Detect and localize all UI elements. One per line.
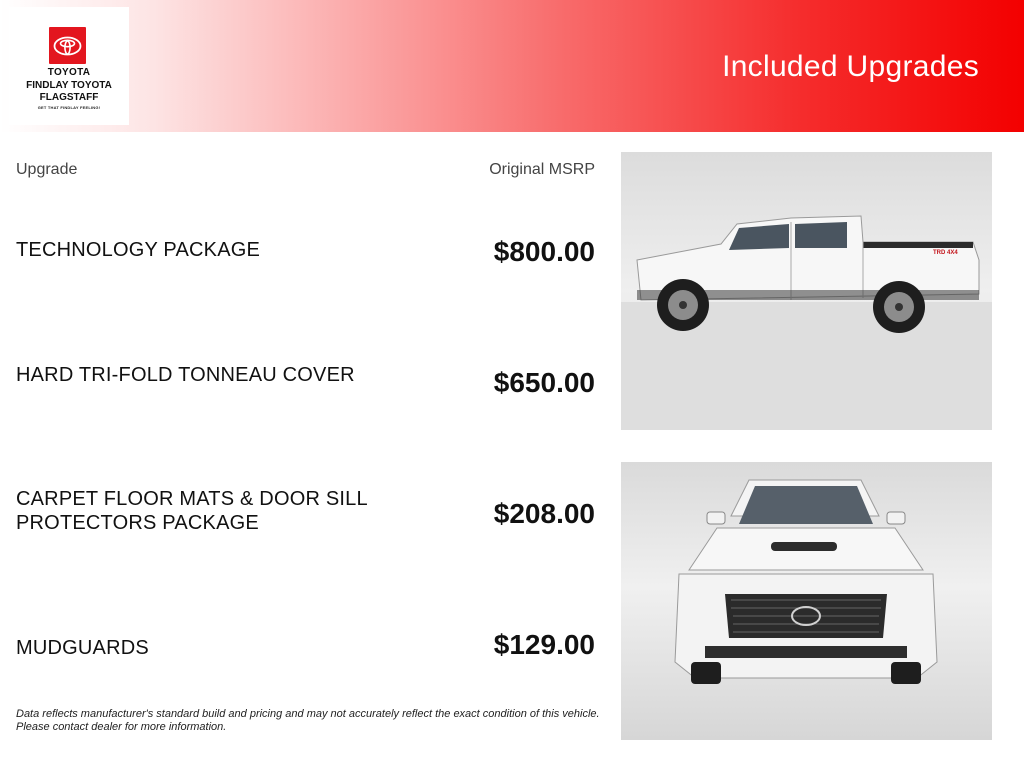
upgrade-name-line2: PROTECTORS PACKAGE: [16, 512, 259, 534]
upgrade-price: $208.00: [493, 498, 595, 529]
disclaimer-text: [16, 708, 606, 734]
logo-tagline: GET THAT FINDLAY FEELING!: [37, 105, 101, 110]
upgrade-price: $650.00: [493, 367, 595, 398]
logo-dealer-name: [9, 80, 129, 104]
front-view-truck-photo: [621, 462, 992, 740]
upgrade-name-line1: CARPET FLOOR MATS & DOOR SILL: [16, 488, 368, 510]
upgrade-name: MUDGUARDS: [16, 637, 149, 659]
upgrade-price: $800.00: [493, 236, 595, 267]
upgrade-price: $129.00: [493, 629, 595, 660]
toyota-emblem-icon: [49, 27, 86, 64]
column-header-upgrade: Upgrade: [16, 161, 78, 178]
upgrade-name: [16, 487, 396, 535]
disclaimer-line1: Data reflects manufacturer's standard build and pricing and may not accurately reflect the exact condition of this vehicle.: [16, 708, 600, 720]
logo-dealer-line2: FLAGSTAFF: [39, 92, 99, 103]
logo-brand-text: TOYOTA: [47, 67, 91, 78]
upgrade-name: HARD TRI-FOLD TONNEAU COVER: [16, 364, 355, 386]
column-header-msrp: Original MSRP: [489, 161, 595, 178]
trd-badge: TRD 4X4: [933, 250, 958, 256]
page-title: Included Upgrades: [722, 50, 979, 83]
dealer-logo[interactable]: [9, 7, 129, 125]
upgrade-name: TECHNOLOGY PACKAGE: [16, 239, 261, 261]
header-banner: [0, 0, 1024, 132]
logo-dealer-line1: FINDLAY TOYOTA: [26, 80, 112, 91]
side-view-truck-photo: [621, 152, 992, 430]
disclaimer-line2: Please contact dealer for more information.: [16, 721, 227, 733]
